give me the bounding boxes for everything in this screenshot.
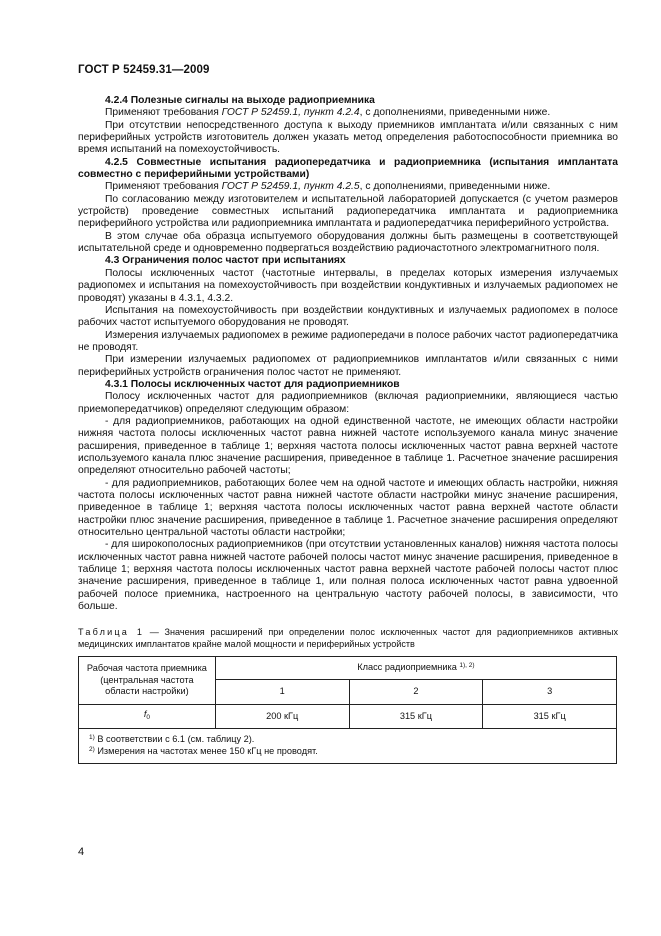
- class-1-header: 1: [215, 679, 349, 704]
- section-4-2-4-para-1: [78, 107, 618, 119]
- table-1-caption: [78, 627, 618, 649]
- section-4-3-1-list-item-2: - для радиоприемников, работающих более чем на одной частоте и имеющих область настройки, нижняя частота полосы исключенных частот равна нижней частоте области настройки минус значение расширения, приведенное в таблице 1; верхняя частота полосы исключенных частот равна верхней частоте области настройки плюс значение расширения, приведенное в таблице 1. Расчетное значение расширения определяют относительно центральной частоты области настройки;: [78, 477, 618, 539]
- page-content: [78, 95, 618, 764]
- table-footnotes: [79, 728, 617, 763]
- text-run: Применяют требования: [105, 181, 222, 193]
- section-4-3-para-2: Испытания на помехоустойчивость при воздействии кондуктивных и излучаемых радиопомех в полосе рабочих частот испытуемого оборудования не проводят.: [78, 304, 618, 329]
- document-header: ГОСТ Р 52459.31—2009: [78, 64, 210, 76]
- text-run: Применяют требования: [105, 107, 222, 119]
- table-1-caption-text: — Значения расширений при определении полос исключенных частот для радиоприемников активных медицинских имплантатов крайне малой мощности и периферийных устройств: [78, 627, 618, 649]
- section-4-3-1-list-item-1: - для радиоприемников, работающих на одной единственной частоте, не имеющих области настройки нижняя частота полосы исключенных частот равна нижней частоте используемого канала минус значение расширения, приведенное в таблице 1; верхняя частота полосы исключенных частот равна верхней частоте используемого канала плюс значение расширения, приведенное в таблице 1. Расчетное значение расширения определяют относительно рабочей частоты;: [78, 415, 618, 477]
- section-4-3-1-list-item-3: - для широкополосных радиоприемников (при отсутствии установленных каналов) нижняя частота полосы исключенных частот равна нижней частоте рабочей полосы частот минус значение расширения, приведенное в таблице 1; верхняя частота полосы исключенных частот равна верхней частоте рабочей полосы частот плюс значение расширения, приведенное в таблице 1, или полная полоса исключенных частот равна удвоенной рабочей полосе приемника, настроенного на центральную частоту рабочей полосы, в зависимости, что больше.: [78, 539, 618, 613]
- table-1: [78, 656, 617, 764]
- table-header-row: [79, 656, 617, 679]
- table-footnotes-row: [79, 728, 617, 763]
- section-4-3-para-3: Измерения излучаемых радиопомех в режиме радиопередачи в полосе рабочих частот радиопередатчика не проводят.: [78, 329, 618, 353]
- class-2-header: 2: [349, 679, 483, 704]
- column-header-class: [215, 656, 616, 679]
- standard-reference: ГОСТ Р 52459.1, пункт 4.2.5: [221, 181, 360, 193]
- standard-reference: ГОСТ Р 52459.1, пункт 4.2.4: [221, 107, 360, 119]
- section-4-3-1-title: 4.3.1 Полосы исключенных частот для радиоприемников: [105, 378, 400, 390]
- footnote-1: [89, 733, 606, 746]
- footnote-2-mark: 2): [89, 746, 95, 754]
- section-4-3-1-para-1: Полосу исключенных частот для радиоприемников (включая радиоприемники, являющиеся частью приемопередатчиков) определяют следующим образом:: [78, 391, 618, 415]
- table-1-caption-label: Таблица 1: [78, 627, 145, 638]
- section-4-2-4-para-2: При отсутствии непосредственного доступа к выходу приемников имплантата и/или связанных с ним периферийных устройств изготовитель должен указать метод определения работоспособности приемника во время испытаний на помехоустойчивость.: [78, 119, 618, 156]
- text-run: , с дополнениями, приведенными ниже.: [359, 107, 551, 119]
- section-4-2-5-para-2: По согласованию между изготовителем и испытательной лабораторией допускается (с учетом размеров устройств) проведение совместных испытаний радиопередатчика имплантата и радиоприемника периферийного устройства или радиоприемника имплантата и радиопередатчика периферийного устройства.: [78, 193, 618, 230]
- section-4-2-5-para-1: [78, 181, 618, 193]
- row-label-subscript: 0: [146, 714, 150, 722]
- class-header-footnote-marks: 1), 2): [459, 662, 475, 670]
- value-class-3: 315 кГц: [483, 704, 617, 728]
- footnote-1-text: В соответствии с 6.1 (см. таблицу 2).: [94, 733, 255, 744]
- page-number: 4: [78, 846, 85, 858]
- value-class-2: 315 кГц: [349, 704, 483, 728]
- text-run: , с дополнениями, приведенными ниже.: [359, 181, 551, 193]
- section-4-3-para-4: При измерении излучаемых радиопомех от радиоприемников имплантатов и/или связанных с ними периферийных устройств ограничения полос частот не применяют.: [78, 354, 618, 378]
- row-label-f0: [79, 704, 216, 728]
- section-4-3-para-1: Полосы исключенных частот (частотные интервалы, в пределах которых измерения излучаемых радиопомех и испытания на помехоустойчивость при воздействии кондуктивных и излучаемых радиопомех не проводят) указаны в 4.3.1, 4.3.2.: [78, 267, 618, 304]
- footnote-2-text: Измерения на частотах менее 150 кГц не проводят.: [94, 746, 318, 757]
- column-header-frequency: Рабочая частота приемника (центральная частота области настройки): [79, 656, 216, 704]
- section-4-2-5-para-3: В этом случае оба образца испытуемого оборудования должны быть размещены в соответствующей испытательной среде и одновременно подвергаться воздействию радиочастотного электромагнитного поля.: [78, 230, 618, 255]
- class-3-header: 3: [483, 679, 617, 704]
- row-label-symbol: f: [143, 709, 147, 720]
- class-header-label: Класс радиоприемника: [357, 662, 457, 673]
- table-row: [79, 704, 617, 728]
- footnote-2: [89, 745, 606, 758]
- section-4-2-4-title: 4.2.4 Полезные сигналы на выходе радиоприемника: [105, 95, 375, 106]
- footnote-1-mark: 1): [89, 733, 95, 741]
- value-class-1: 200 кГц: [215, 704, 349, 728]
- section-4-3-title: 4.3 Ограничения полос частот при испытаниях: [105, 255, 346, 267]
- section-4-2-5-title: 4.2.5 Совместные испытания радиопередатчика и радиоприемника (испытания имплантата совместно с периферийными устройствами): [78, 156, 618, 181]
